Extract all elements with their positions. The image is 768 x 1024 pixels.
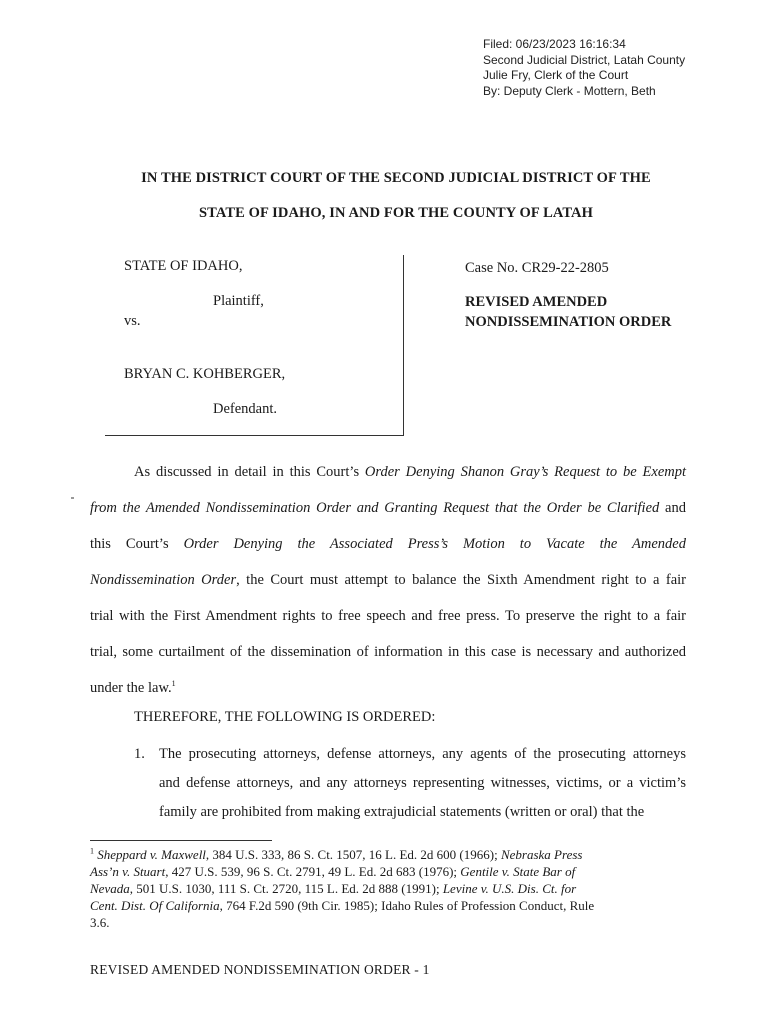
defendant-role: Defendant. [213,401,278,417]
filing-deputy: By: Deputy Clerk - Mottern, Beth [483,83,656,98]
case-citation: Gentile v. State Bar of [460,864,576,879]
body-text-span: under the law. [90,680,172,696]
body-line: trial, some curtailment of the dissemination of information in this case is necessary and authorized [90,644,686,660]
cited-order-title: from the Amended Nondissemination Order and Granting Request that the Order be Clarified [90,500,660,516]
case-citation: Ass’n v. Stuart [90,864,166,879]
order-item-text [159,740,686,827]
footnote-marker: 1 [90,846,94,856]
caption-vertical-rule [403,255,404,436]
citation-text: , 427 U.S. 539, 96 S. Ct. 2791, 49 L. Ed. 2d 683 (1976); [165,864,461,879]
order-item-number: 1. [134,746,145,762]
caption-horizontal-rule [105,435,404,436]
court-heading-line-2: STATE OF IDAHO, IN AND FOR THE COUNTY OF LATAH [199,205,593,221]
case-citation: Levine v. U.S. Dis. Ct. for [442,881,577,896]
cited-order-title: Nondissemination Order [90,572,237,588]
footnote-line [90,897,686,914]
order-item-line: and defense attorneys, and any attorneys representing witnesses, victims, or a victim’s [159,775,686,791]
cited-order-title: Order Denying Shanon Gray’s Request to be Exempt [364,464,686,480]
body-line [90,526,686,562]
defendant-name: BRYAN C. KOHBERGER, [124,366,286,382]
case-number: Case No. CR29-22-2805 [465,260,609,276]
body-text-span: and [659,500,686,516]
case-citation: Nevada [90,881,130,896]
body-line: trial with the First Amendment rights to free speech and free press. To preserve the right to a fair [90,608,686,624]
cited-order-title: Order Denying the Associated Press’s Motion to Vacate the Amended [183,536,686,552]
body-line [90,490,686,526]
footnote-separator [90,840,272,841]
filed-timestamp: Filed: 06/23/2023 16:16:34 [483,37,626,51]
citation-text: , 384 U.S. 333, 86 S. Ct. 1507, 16 L. Ed. 2d 600 (1966); [205,847,501,862]
scan-mark [71,497,74,499]
citation-text: , 501 U.S. 1030, 111 S. Ct. 2720, 115 L. Ed. 2d 888 (1991); [129,881,443,896]
footnote-line: 3.6. [90,915,110,930]
order-title-line-2: NONDISSEMINATION ORDER [465,314,672,330]
page-footer: REVISED AMENDED NONDISSEMINATION ORDER - 1 [90,962,430,977]
case-citation: Nebraska Press [500,847,583,862]
filing-stamp [483,37,685,99]
body-line [90,454,686,490]
footnote-reference[interactable]: 1 [171,679,176,689]
order-title-line-1: REVISED AMENDED [465,294,608,310]
body-paragraph [90,454,686,706]
body-line [90,670,686,706]
body-text-span: , the Court must attempt to balance the Sixth Amendment right to a fair [236,572,686,588]
footnote-line [90,846,686,863]
body-text-span: this Court’s [90,536,184,552]
filing-clerk: Julie Fry, Clerk of the Court [483,68,629,82]
order-item-line: family are prohibited from making extrajudicial statements (written or oral) that the [159,804,645,820]
order-item-line: The prosecuting attorneys, defense attorneys, any agents of the prosecuting attorneys [159,746,686,762]
case-citation: Sheppard v. Maxwell [97,847,206,862]
citation-text: , 764 F.2d 590 (9th Cir. 1985); Idaho Rules of Profession Conduct, Rule [219,898,595,913]
versus-label: vs. [124,313,141,329]
plaintiff-role: Plaintiff, [213,293,264,309]
plaintiff-name: STATE OF IDAHO, [124,258,243,274]
footnote [90,846,686,931]
body-line [90,562,686,598]
footnote-line [90,863,686,880]
ordered-heading: THEREFORE, THE FOLLOWING IS ORDERED: [134,709,436,725]
footnote-line [90,880,686,897]
case-citation: Cent. Dist. Of California [90,898,220,913]
court-heading-line-1: IN THE DISTRICT COURT OF THE SECOND JUDICIAL DISTRICT OF THE [141,170,651,186]
filing-district: Second Judicial District, Latah County [483,52,686,67]
body-text-span: As discussed in detail in this Court’s [134,464,365,480]
